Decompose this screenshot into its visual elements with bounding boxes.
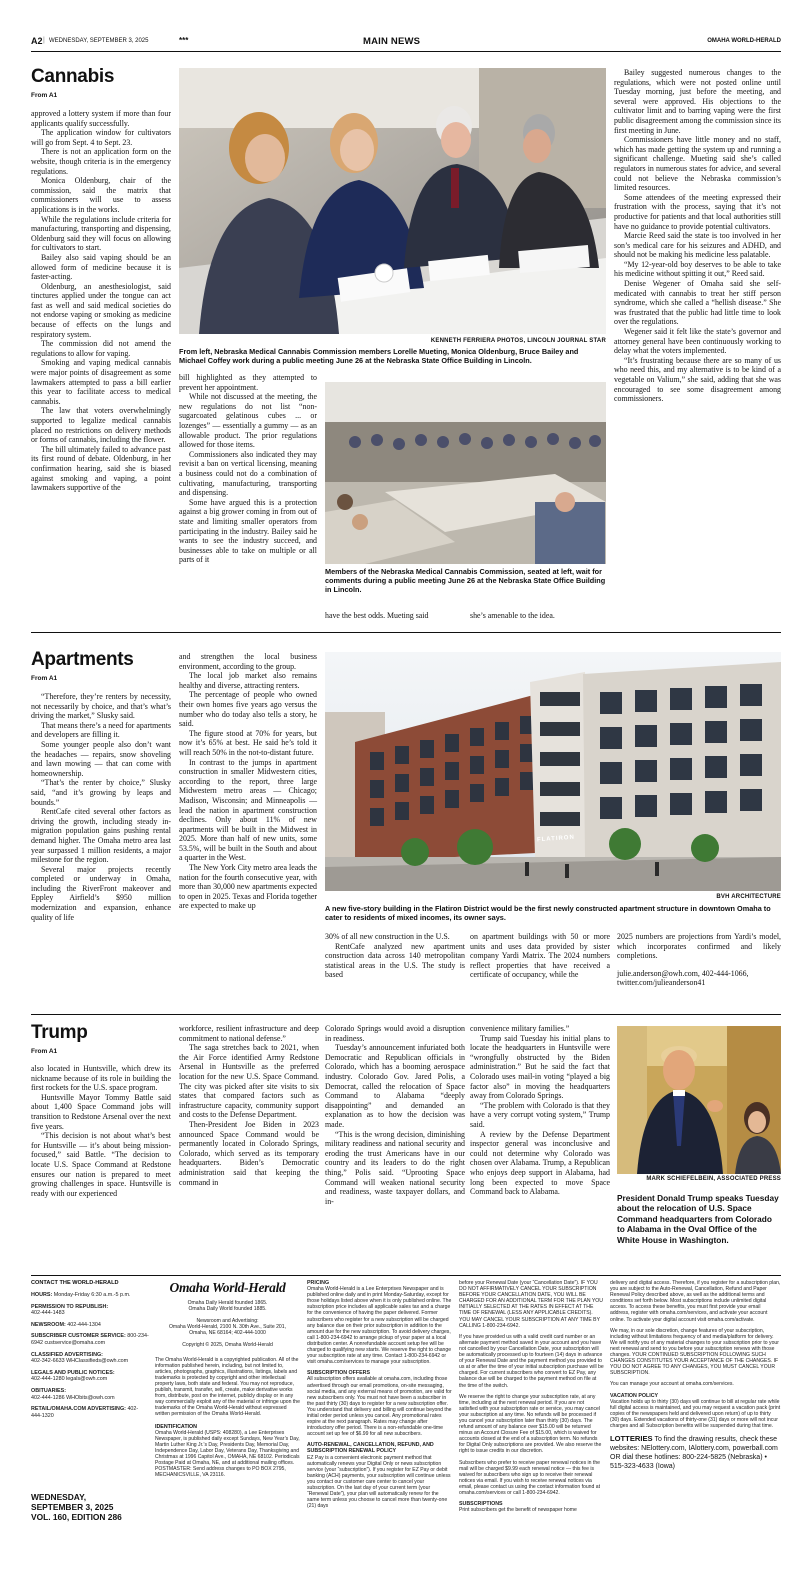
paragraph: RentCafe cited several other factors as driving the growth, including steady in-migration population gains pushing rental demand higher. The Omaha metro area last year surpassed 1 million residents, a major milestone for the region. [31, 807, 171, 865]
section-rule [31, 1014, 781, 1015]
cannabis-col4 [614, 68, 781, 404]
paragraph: Denise Wegener of Omaha said she self-medicated with cannabis to treat her stiff person syndrome, which she called a “hellish disease.” She was frustrated that the public had little time to look over the regulations. [614, 279, 781, 327]
photo-caption: Members of the Nebraska Medical Cannabis Commission, seated at left, wait for comments during a public meeting June 26 at the Nebraska State Office Building in Lincoln. [325, 567, 606, 594]
fineprint-col3: delivery and digital access. Therefore, if you register for a subscription plan, you are subject to the Auto-Renewal, Cancellation, Refund and Paper Renewal Policy described above, as well as the additional terms and conditions set forth below. Most subscriptions include unlimited digital access. To access these benefits, you must first provide your email address, register with omaha.com/services, and activate your account online. To activate your digital account visit omaha.com/activate. We may, in our sole discretion, change features of your subscription, including without limitations frequency of and media/platform for delivery. We will notify you of any material changes to your subscription prior to your next renewal and send to you before your subscription renews with those changes. YOUR CONTINUED SUBSCRIPTION FOLLOWING SUCH CHANGES CONSTITUTES YOUR ACCEPTANCE OF THE CHANGES. IF YOU DO NOT AGREE TO ANY CHANGES, YOU MUST CANCEL YOUR SUBSCRIPTION. You can manage your account at omaha.com/services. VACATION POLICY Vacation holds up to thirty (30) days will continue to bill at regular rate while full digital access is maintained, and you may request a vacation pack (print copies of the newspapers held and delivered upon return) of up to thirty (30) days. Extended vacations of thirty-one (31) days or more will not incur charges and all Subscription benefits will be suspended during that time. LOTTERIES To find the drawing results, check these websites: NElottery.com, IAlottery.com, powerball.com OR dial these hotlines: 800-224-5825 (Nebraska) • 515-323-4633 (Iowa) [610, 1280, 781, 1471]
apartments-col3 [325, 932, 465, 980]
header-rule [31, 51, 781, 52]
paragraph: Bailey also said vaping should be an allowed form of medicine because it is faster-acting. [31, 252, 171, 282]
paragraph: The local job market also remains healthy and diverse, attracting renters. [179, 671, 317, 690]
contact-item: PERMISSION TO REPUBLISH: 402-444-1483 [31, 1303, 109, 1317]
trump-col3 [325, 1024, 465, 1206]
trump-col2 [179, 1024, 319, 1187]
apartments-rendering [325, 652, 781, 891]
cannabis-col2 [179, 373, 317, 565]
paragraph: Then-President Joe Biden in 2023 announced Space Command would be permanently located in Colorado Springs, Colorado, which served as its temporary headquarters. Biden’s Democratic administration said that keeping the command in [179, 1119, 319, 1187]
page-number: A2 [31, 36, 43, 46]
paragraph: Oldenburg, an anesthesiologist, said tinctures applied under the tongue can act fast as well and said medical societies do not endorse vaping or smoking as medicine because of effects on the lungs and respiratory system. [31, 281, 171, 339]
offers-text: All subscription offers available at omaha.com, including those advertised through our email promotions, on-site messaging, social media, and any external means of promotion, are valid for new subscribers only. You must not have been a subscriber in the past thirty (30) days to register for a new subscription offer. You understand that delivery and billing will continue beyond the initial order period unless you cancel. Any promotional rates expire at the next paragraph. Rates may change after introductory offer period. There is a non-refundable one-time account set up fee of $6.99 for all new subscribers. [307, 1376, 452, 1438]
cancellation-text: before your Renewal Date (your “Cancellation Date”). IF YOU DO NOT AFFIRMATIVELY CANCEL YOUR SUBSCRIPTION BEFORE YOUR CANCELLATION DATE, YOU WILL BE CHARGED FOR AN ADDITIONAL TERM FOR THE PLAN YOU INITIALLY SELECTED AT THE RATES IN EFFECT AT THE TIME OF RENEWAL (LESS ANY APPLICABLE CREDITS). YOU MAY CANCEL YOUR SUBSCRIPTION AT ANY TIME BY CALLING 1-800-234-6942. [459, 1280, 603, 1329]
paragraph: Smoking and vaping medical cannabis were major points of disagreement as some lawmakers attempted to pass a bill earlier this year to facilitate access to medical cannabis. [31, 358, 171, 406]
trump-col4 [470, 1024, 610, 1197]
delivery-text: delivery and digital access. Therefore, if you register for a subscription plan, you are subject to the Auto-Renewal, Cancellation, Refund and Paper Renewal Policy described above, as well as the additional terms and conditions set forth below. Most subscriptions include unlimited digital access. To access these benefits, you must first provide your email address, register with omaha.com/services, and activate your account online. To activate your digital account visit omaha.com/activate. [610, 1280, 781, 1323]
apartments-col5 [617, 932, 781, 988]
author-contact: julie.anderson@owh.com, 402-444-1066, twitter.com/julieanderson41 [617, 968, 749, 988]
cannabis-headline: Cannabis [31, 66, 115, 87]
section-rule [31, 1275, 781, 1276]
apartments-col4 [470, 932, 610, 980]
paragraph: While not discussed at the meeting, the new regulations do not list “non-sugarcoated gelatinous cubes ... or lozenges” — essentially a gummy — as an allowable product. The prior regulations allowed for those items. [179, 392, 317, 450]
section-rule [31, 632, 781, 633]
manage-text: You can manage your account at omaha.com/services. [610, 1381, 734, 1388]
auto-renewal-text: EZ Pay is a convenient electronic payment method that automatically renews your Digital Only or news subscription service (your “subscription”). If you register for EZ Pay or debit banking (ACH) payments, your subscription will continue unless you contact our customer care center to cancel your subscription. On the last day of your current term (your “Renewal Date”), your plan will automatically renew for the same term unless you choose to cancel more than twenty-one (21) days [307, 1454, 451, 1510]
photo-credit: KENNETH FERRIERA PHOTOS, LINCOLN JOURNAL STAR [430, 338, 606, 344]
apartments-headline: Apartments [31, 649, 134, 670]
page-header: A2 | WEDNESDAY, SEPTEMBER 3, 2025 *** MAIN NEWS OMAHA WORLD-HERALD [31, 36, 781, 47]
header-paper: OMAHA WORLD-HERALD [707, 38, 781, 44]
rate-text: We reserve the right to change your subscription rate, at any time, including at the next renewal period. If you are not satisfied with your subscription rate or service, you may cancel your subscription at any time. No refunds will be processed if you cancel your subscription later than thirty (30) days. The refund amount of any balance over $15.00 will be returned minus an Account Closure Fee of $15.00, which is waived for accounts closed at the end of a subscription term. No refunds for Digital Only subscriptions are provided. We also reserve the right to issue credits in our discretion. [459, 1393, 602, 1455]
contact-title: CONTACT THE WORLD-HERALD [31, 1280, 119, 1286]
lotteries-box: LOTTERIES To find the drawing results, check these websites: NElottery.com, IAlottery.com, powerball.com OR dial these hotlines: 800-224-5825 (Nebraska) • 515-323-4633 (Iowa) [610, 1434, 778, 1471]
cannabis-col1 [31, 109, 171, 493]
trump-headline: Trump [31, 1022, 88, 1043]
paragraph: “It’s frustrating because there are so many of us who need this, and my alternative is to be kind of a vegetable on Valium,” she said, adding that she was encouraged to see some disagreement among commissioners. [614, 355, 781, 404]
masthead-logo: Omaha World-Herald [169, 1280, 286, 1295]
paragraph: Some younger people also don’t want the headaches — repairs, snow shoveling and lawn mowing — that can come with homeownership. [31, 739, 171, 778]
paragraph: Commissioners have little money and no staff, which has made getting the system up and running a significant challenge. Mueting said she’s called regulators in numerous states for advice, and several could not believe the Nebraska commission’s limited resources. [614, 135, 781, 193]
paragraph: Some have argued this is a protection against a big grower coming in from out of state and limiting smaller operators from participating in the industry. Bailey said he wants to see the industry succeed, and businesses able to take on multiple or all parts of it [179, 497, 317, 565]
paragraph: RentCafe analyzed new apartment construction data across 140 metropolitan statistical areas in the U.S. The study is based [325, 941, 465, 980]
fineprint-col2: before your Renewal Date (your “Cancellation Date”). IF YOU DO NOT AFFIRMATIVELY CANCEL YOUR SUBSCRIPTION BEFORE YOUR CANCELLATION DATE, YOU WILL BE CHARGED FOR AN ADDITIONAL TERM FOR THE PLAN YOU INITIALLY SELECTED AT THE RATES IN EFFECT AT THE TIME OF RENEWAL (LESS ANY APPLICABLE CREDITS). YOU MAY CANCEL YOUR SUBSCRIPTION AT ANY TIME BY CALLING 1-800-234-6942. If you have provided us with a valid credit card number or an alternate payment method saved in your account and you have not cancelled by your Cancellation Date, your subscription will be automatically processed up to fourteen (14) days in advance of your Renewal Date and the payment method you provided to us at or after the time of your initial subscription purchase will be charged. For current subscribers who convert to EZ Pay, any balance due will be charged to the payment method on file at the time of the switch. We reserve the right to change your subscription rate, at any time, including at the next renewal period. If you are not satisfied with your subscription rate or service, you may cancel your subscription at any time. No refunds will be processed if you cancel your subscription later than thirty (30) days. The refund amount of any balance over $15.00 will be returned minus an Account Closure Fee of $15.00, which is waived for accounts closed at the end of a subscription term. No refunds for Digital Only subscriptions are provided. We also reserve the right to issue credits in our discretion. Subscribers who prefer to receive paper renewal notices in the mail will be charged $9.99 each renewal notice — this fee is waived for subscribers who sign up to receive their renewal notices via email. If you wish to receive renewal notices via email, please contact us using the contact information found at omaha.com/services or call 1-800-234-6942. SUBSCRIPTIONS Print subscribers get the benefit of newspaper home [459, 1280, 604, 1514]
photo-caption: From left, Nebraska Medical Cannabis Commission members Lorelle Mueting, Monica Oldenburg, Bruce Bailey and Michael Coffey work during a public meeting June 26 at the Nebraska State Office Building in Lincoln. [179, 347, 579, 365]
paragraph: Monica Oldenburg, chair of the commission, said the matrix that commissioners will use to assess applications is in the works. [31, 176, 171, 214]
masthead-legal: The Omaha World-Herald is a copyrighted publication. All of the information published herein, including, but not limited to, articles, photographs, graphics, illustrations, listings, labels and trademarks is protected by copyright and other intellectual property laws, both state and federal. You may not reproduce, publish, transmit, transfer, sell, create, make derivative works from, distribute, post on the internet, publicly display or in any way commercially exploit any of the material or infringe upon the trademarks of the Omaha World-Herald without expressed written permission of the Omaha World-Herald. [155, 1356, 300, 1418]
apartments-col2 [179, 652, 317, 911]
section-title: MAIN NEWS [363, 36, 421, 47]
cannabis-col3-tail: she’s amenable to the idea. [470, 611, 555, 620]
trump-photo [617, 1026, 781, 1174]
vacation-text: Vacation holds up to thirty (30) days will continue to bill at regular rate while full digital access is maintained, and you may request a vacation pack (print copies of the newspapers held and delivered upon return) of up to thirty (30) days. Extended vacations of thirty-one (31) days or more will not incur charges and all Subscription benefits will be suspended during that time. [610, 1398, 781, 1429]
paragraph: Marcie Reed said the state is too involved in her son’s medical care for his seizures and ADHD, and should not be making his medicine less palatable. [614, 231, 781, 260]
photo-caption: A new five-story building in the Flatiron District would be the first newly constructed apartment structure in downtown Omaha to cater to residents of mixed incomes, its owner says. [325, 904, 771, 922]
paragraph: workforce, resilient infrastructure and deep commitment to national defense.” [179, 1024, 319, 1043]
paragraph: Colorado Springs would avoid a disruption in readiness. [325, 1024, 465, 1043]
paragraph: The saga stretches back to 2021, when the Air Force identified Army Redstone Arsenal in Huntsville as the preferred location for the new U.S. Space Command. The city was picked after site visits to six states that compared factors such as infrastructure capacity, community support and costs to the Defense Department. [179, 1043, 319, 1120]
paragraph: convenience military families.” [470, 1024, 570, 1033]
header-date: WEDNESDAY, SEPTEMBER 3, 2025 [49, 38, 149, 44]
contact-item: HOURS: Monday-Friday 6:30 a.m.-5 p.m. [31, 1292, 131, 1298]
cannabis-photo-commissioners [179, 68, 606, 334]
trump-col1 [31, 1064, 171, 1198]
contact-item: NEWSROOM: 402-444-1304 [31, 1321, 101, 1328]
photo-credit: BVH ARCHITECTURE [716, 894, 781, 900]
paragraph: “That’s the renter by choice,” Slusky said, “and it’s growing by leaps and bounds.” [31, 778, 171, 807]
paragraph: “The problem with Colorado is that they have a very corrupt voting system,” Trump said. [470, 1100, 610, 1129]
paragraph: A review by the Defense Department inspector general was inconclusive and could not determine why Colorado was chosen over Alabama. Trump, a Republican who enjoys deep support in Alabama, had long been expected to move Space Command back to Alabama. [470, 1129, 610, 1197]
paragraph: Commissioners also indicated they may revisit a ban on vertical licensing, meaning a business could not do a combination of cultivating, manufacturing, transporting and dispensing. [179, 449, 317, 498]
paragraph: The bill ultimately failed to advance past its first round of debate. Oldenburg, in her confirmation hearing, said she is biased against smoking and vaping, a point lawmakers supportive of the [31, 444, 171, 493]
paragraph: The figure stood at 70% for years, but now it’s 65% at best. He said he’s told it will reach 50% in the not-to-distant future. [179, 728, 317, 757]
payment-text: If you have provided us with a valid credit card number or an alternate payment method saved in your account and you have not cancelled by your Cancellation Date, your subscription will be automatically processed up to fourteen (14) days in advance of your Renewal Date and the payment method you provided to us at or after the time of your initial subscription purchase will be charged. For current subscribers who convert to EZ Pay, any balance due will be charged to the payment method on file at the time of the switch. [459, 1333, 604, 1389]
paragraph: on apartment buildings with 50 or more units and uses data provided by sister company Yardi Matrix. The 2024 numbers reflect properties that have received a certificate of occupancy, while the [470, 932, 610, 980]
cannabis-from: From A1 [31, 92, 58, 99]
apartments-col1 [31, 692, 171, 922]
contact-box [31, 1278, 149, 1548]
paragraph: “Therefore, they’re renters by necessity, not necessarily by choice, and that’s what’s driving the market,” Slusky said. [31, 692, 171, 721]
paragraph: Wegener said it felt like the state’s governor and attorney general have been continuously working to delay what the voters implemented. [614, 327, 781, 356]
flatiron-sign: FLATIRON [536, 834, 576, 844]
paragraph: 30% of all new construction in the U.S. [325, 932, 450, 941]
cannabis-col2-tail: have the best odds. Mueting said [325, 611, 429, 620]
contact-item: OBITUARIES: 402-444-1286 WHObits@owh.com [31, 1387, 115, 1401]
paragraph: Several major projects recently completed or underway in Omaha, including the RiverFront makeover and Eppley Airfield’s $950 million modernization and expansion, enhance quality of life [31, 864, 171, 922]
renewal-notice-text: Subscribers who prefer to receive paper renewal notices in the mail will be charged $9.99 each renewal notice — this fee is waived for subscribers who sign up to receive their renewal notices via email. If you wish to receive renewal notices via email, please contact us using the contact information found at omaha.com/services or call 1-800-234-6942. [459, 1459, 601, 1496]
paragraph: The percentage of people who owned their own homes five years ago versus the number who do today also tells a story, he said. [179, 690, 317, 729]
paragraph: also located in Huntsville, which drew its nickname because of its role in building the first rockets for the U.S. space program. [31, 1064, 171, 1093]
apartments-from: From A1 [31, 675, 58, 682]
masthead-info: Omaha Daily Herald founded 1865. Omaha Daily World founded 1885. Newsroom and Advertising: Omaha World-Herald, 2100 N. 30th Ave., Suite 201, Omaha, NE 68164; 402-444-1000 Copyright © 2025, Omaha World-Herald [168, 1300, 287, 1349]
paragraph: There is not an application form on the website, though criteria is in the emergency regulations. [31, 147, 171, 176]
masthead-box [155, 1278, 300, 1548]
subscriptions-text: Print subscribers get the benefit of newspaper home [459, 1507, 577, 1514]
contact-item: SUBSCRIBER CUSTOMER SERVICE: 800-234-6942 custservice@omaha.com [31, 1333, 149, 1346]
paragraph: “This is the wrong decision, diminishing military readiness and national security and eroding the trust Americans have in our country and its leaders to do the right thing,” Polis said. “Uprooting Space Command will weaken national security and readiness, waste taxpayer dollars, and in- [325, 1129, 465, 1206]
identification-text: Omaha World-Herald (USPS: 408280), a Lee Enterprises Newspaper, is published daily except Sundays, New Year’s Day, Martin Luther King Jr.’s Day, Presidents Day, Memorial Day, Independence Day, Labor Day, Veterans Day, Thanksgiving and Christmas at 1996 Capitol Ave., OMAHA, NE 68102. Periodicals Postage Paid at Omaha, NE, and at additional mailing offices. POSTMASTER: Send address changes to PO BOX 2795, MECHANICSVILLE, VA 23116. [155, 1429, 300, 1479]
paragraph: The law that voters overwhelmingly supported to legalize medical cannabis placed no restrictions on delivery methods or forms of cannabis, including the flower. [31, 406, 171, 445]
photo-caption: President Donald Trump speaks Tuesday about the relocation of U.S. Space Command headquarters from Colorado to Alabama in the Oval Office of the White House in Washington. [617, 1193, 779, 1245]
paragraph: While the regulations include criteria for manufacturing, transporting and dispensing, Oldenburg said they will focus on allowing for cultivators to start. [31, 214, 171, 253]
paragraph: The New York City metro area leads the nation for the fourth consecutive year, with more than 30,000 new apartments expected to open in 2025. Texas and Florida together are expected to make up [179, 863, 317, 911]
paragraph: 2025 numbers are projections from Yardi’s model, which incorporates confirmed and likely completions. [617, 932, 781, 961]
paragraph: Trump said Tuesday his initial plans to locate the headquarters in Huntsville were “wrongfully obstructed by the Biden administration.” But he said the fact that Colorado uses mail-in voting “played a big factor also” in moving the headquarters away from Colorado Springs. [470, 1033, 610, 1101]
paragraph: Tuesday’s announcement infuriated both Democratic and Republican officials in Colorado, which has a booming aerospace industry. Colorado Gov. Jared Polis, a Democrat, called the relocation of Space Command to Alabama “deeply disappointing” and demanded an explanation as to how the decision was made. [325, 1043, 465, 1129]
cannabis-photo-meeting [325, 382, 606, 564]
trump-from: From A1 [31, 1048, 58, 1055]
paragraph: “This decision is not about what’s best for Huntsville — it’s about being mission-focused,” said Battle. “The decision to locate U.S. Space Command at Redstone ensures our nation is prepared to meet growing challenges in space. Huntsville is ready with our experienced [31, 1131, 171, 1198]
paragraph: and strengthen the local business environment, according to the group. [179, 652, 317, 671]
paragraph: Bailey suggested numerous changes to the regulations, which were not posted online until Tuesday morning, just before the meeting, and several were approved. His objections to the cultivator limit and to barring vaping were the first public disagreement among the commission since its first meeting in June. [614, 68, 781, 135]
paragraph: approved a lottery system if more than four applicants qualify successfully. [31, 109, 171, 128]
header-stars: *** [179, 36, 189, 45]
paragraph: Huntsville Mayor Tommy Battle said about 1,400 Space Command jobs will transition to Redstone Arsenal over the next five years. [31, 1092, 171, 1131]
paragraph: “My 12-year-old boy deserves to be able to take his medicine without spitting it out,” Reed said. [614, 259, 781, 279]
photo-credit: MARK SCHIEFELBEIN, ASSOCIATED PRESS [646, 1176, 781, 1182]
contact-list [31, 1292, 149, 1419]
paragraph: bill highlighted as they attempted to prevent her appointment. [179, 373, 317, 392]
identification-title: IDENTIFICATION [155, 1423, 197, 1430]
contact-item: CLASSIFIED ADVERTISING: 402-342-6633 WHClassifieds@owh.com [31, 1351, 129, 1365]
paragraph: The application window for cultivators will go from Sept. 4 to Sept. 23. [31, 128, 171, 147]
contact-item: RETAIL/OMAHA.COM ADVERTISING: 402-444-1320 [31, 1406, 139, 1419]
fineprint-col1: PRICING Omaha World-Herald is a Lee Enterprises Newspaper and is published online daily and in print Monday-Saturday, except for those holidays listed above when it is only published online. The subscription price includes all applicable sales tax and a charge for the convenience of having the paper delivered. Former subscribers who register for a new subscription will be charged any balance due on their prior subscription in addition to the amount due for the new subscription. To avoid delivery charges, call 1-800-234-6942 to arrange pickup of your paper at a local distribution center. A nonrefundable account setup fee will be charged to qualifying new starts. We reserve the right to change your subscription rate at any time. Contact 1-800-234-6942 or visit omaha.com/services to manage your subscription. SUBSCRIPTION OFFERS All subscription offers available at omaha.com, including those advertised through our email promotions, on-site messaging, social media, and any external means of promotion, are valid for new subscribers only. You must not have been a subscriber in the past thirty (30) days to register for a new subscription offer. You understand that delivery and billing will continue beyond the initial order period unless you cancel. Any promotional rates expire at the next paragraph. Rates may change after introductory offer period. There is a non-refundable one-time account set up fee of $6.99 for all new subscribers. AUTO-RENEWAL, CANCELLATION, REFUND, AND SUBSCRIPTION RENEWAL POLICY EZ Pay is a convenient electronic payment method that automatically renews your Digital Only or news subscription service (your “subscription”). If you register for EZ Pay or debit banking (ACH) payments, your subscription will continue unless you contact our customer care center to cancel your subscription. On the last day of your current term (your “Renewal Date”), your plan will automatically renew for the same term unless you choose to cancel more than twenty-one (21) days [307, 1280, 452, 1510]
paragraph: In contrast to the jumps in apartment construction in smaller Midwestern cities, according to the report, three large Midwestern metro areas — Chicago; Madison, Wisconsin; and Minneapolis — lead the nation in apartment construction declines. Only about 11% of new apartments will be built in the Midwest in 2025. More than half of new units, some 53.5%, will be built in the South and about a quarter in the West. [179, 757, 317, 863]
edition-info: WEDNESDAY, SEPTEMBER 3, 2025 VOL. 160, EDITION 286 [31, 1492, 122, 1522]
paragraph: The commission did not amend the regulations to allow for vaping. [31, 339, 171, 358]
pricing-text: Omaha World-Herald is a Lee Enterprises Newspaper and is published online daily and in print Monday-Saturday, except for those holidays listed above when it is only published online. The subscription price includes all applicable sales tax and a charge for the convenience of having the paper delivered. Former subscribers who register for a new subscription will be charged any balance due on their prior subscription in addition to the amount due for the new subscription. To avoid delivery charges, call 1-800-234-6942 to arrange pickup of your paper at a local distribution center. A nonrefundable account setup fee will be charged to qualifying new starts. We reserve the right to change your subscription rate at any time. Contact 1-800-234-6942 or visit omaha.com/services to manage your subscription. [307, 1286, 452, 1366]
paragraph: That means there’s a need for apartments and developers are filling it. [31, 720, 171, 740]
changes-text: We may, in our sole discretion, change features of your subscription, including without limitations frequency of and media/platform for delivery. We will notify you of any material changes to your subscription prior to your next renewal and send to you before your subscription renews with those changes. YOUR CONTINUED SUBSCRIPTION FOLLOWING SUCH CHANGES CONSTITUTES YOUR ACCEPTANCE OF THE CHANGES. IF YOU DO NOT AGREE TO ANY CHANGES, YOU MUST CANCEL YOUR SUBSCRIPTION. [610, 1327, 779, 1377]
paragraph: Some attendees of the meeting expressed their frustration with the process, saying that it’s not productive for patients and that local authorities still have no guidance to provide potential cultivators. [614, 192, 781, 231]
contact-item: LEGALS AND PUBLIC NOTICES: 402-444-1280 legals@owh.com [31, 1369, 115, 1383]
